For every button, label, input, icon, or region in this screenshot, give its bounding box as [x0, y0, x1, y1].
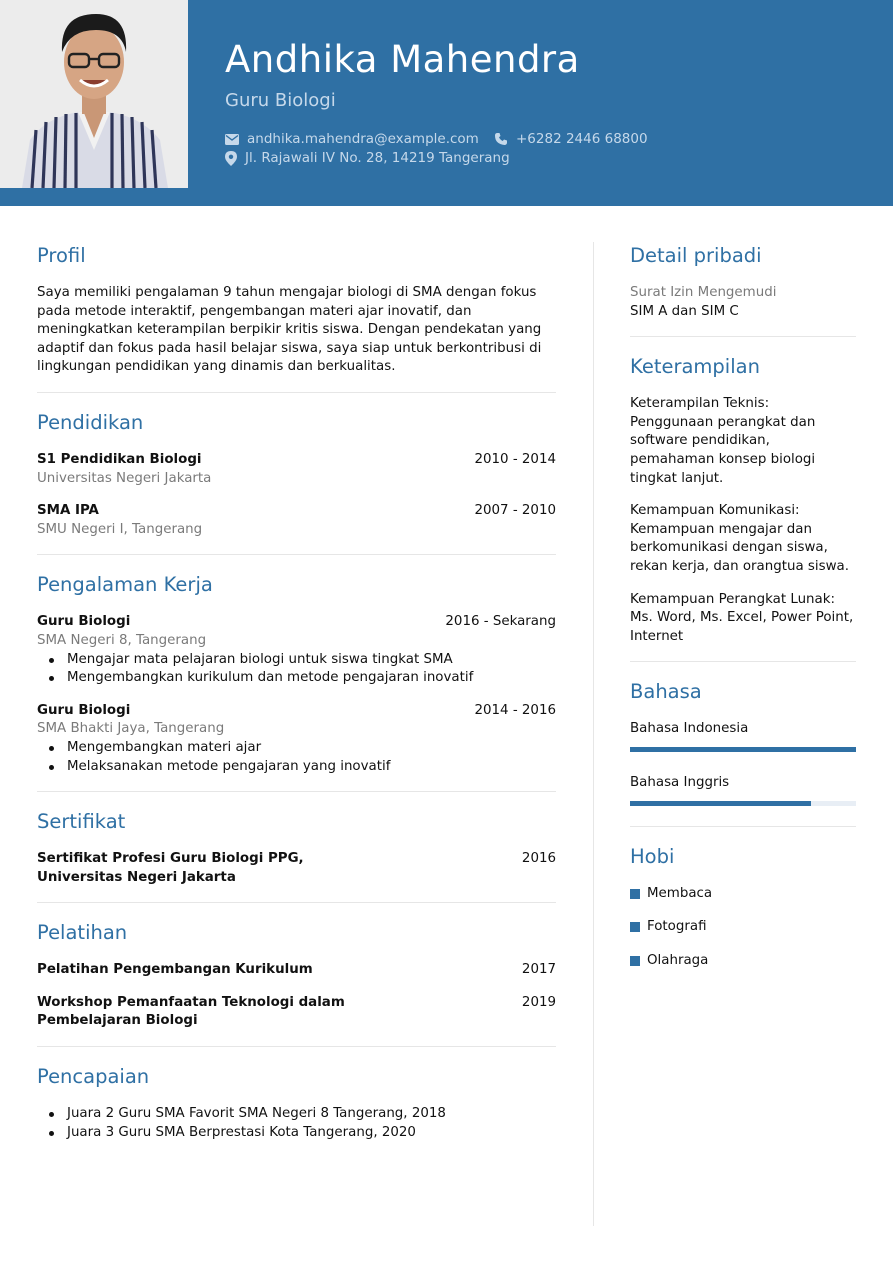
contact-email-text: andhika.mahendra@example.com: [247, 131, 479, 147]
training-year: 2019: [521, 994, 556, 1010]
job-place: SMA Bhakti Jaya, Tangerang: [37, 721, 225, 737]
section-title-pengalaman: Pengalaman Kerja: [37, 573, 213, 597]
skill-item: Kemampuan Komunikasi: Kemampuan mengajar dan berkomunikasi dengan siswa, rekan kerja, dan orangtua siswa.: [630, 503, 850, 574]
job-entry: [37, 613, 556, 687]
hobby-item: [630, 885, 856, 904]
section-keterampilan: [630, 351, 856, 646]
certificate-year: 2016: [521, 851, 556, 867]
section-title-pelatihan: Pelatihan: [37, 921, 128, 945]
hobby-label: Fotografi: [647, 919, 707, 935]
square-bullet-icon: [630, 889, 640, 899]
training-name: Workshop Pemanfaatan Teknologi dalam Pembelajaran Biologi: [37, 994, 345, 1029]
job-role: Guru Biologi: [37, 614, 131, 630]
language-entry: [630, 774, 856, 806]
training-year: 2017: [521, 962, 556, 978]
phone-icon: [494, 132, 508, 146]
job-duties: [49, 739, 556, 776]
hobby-label: Membaca: [647, 885, 713, 901]
section-pelatihan: [37, 917, 556, 1031]
achievement-item: Juara 2 Guru SMA Favorit SMA Negeri 8 Tangerang, 2018: [49, 1105, 556, 1124]
language-name: Bahasa Indonesia: [630, 721, 749, 737]
job-years: 2016 - Sekarang: [445, 614, 556, 630]
section-title-hobi: Hobi: [630, 844, 675, 868]
section-divider: [630, 336, 856, 337]
education-years: 2010 - 2014: [474, 451, 556, 467]
hobby-item: [630, 918, 856, 937]
section-pengalaman: [37, 569, 556, 776]
candidate-name: Andhika Mahendra: [225, 38, 580, 81]
section-divider: [630, 661, 856, 662]
section-title-pencapaian: Pencapaian: [37, 1065, 150, 1089]
education-entry: [37, 451, 556, 488]
square-bullet-icon: [630, 922, 640, 932]
skill-item: Keterampilan Teknis: Penggunaan perangkat dan software pendidikan, pemahaman konsep biologi tingkat lanjut.: [630, 396, 816, 486]
job-duties: [49, 651, 556, 688]
section-title-sertifikat: Sertifikat: [37, 810, 126, 834]
certificate-entry: [37, 850, 556, 887]
training-name: Pelatihan Pengembangan Kurikulum: [37, 962, 313, 978]
job-entry: [37, 702, 556, 776]
achievement-item: Juara 3 Guru SMA Berprestasi Kota Tangerang, 2020: [49, 1124, 556, 1143]
section-divider: [37, 791, 556, 792]
section-divider: [37, 1046, 556, 1047]
language-entry: [630, 720, 856, 752]
profil-text: Saya memiliki pengalaman 9 tahun mengajar biologi di SMA dengan fokus pada metode interaktif, pengembangan materi ajar inovatif, dan meningkatkan keterampilan berpikir kritis siswa. Dengan pendekatan yang adaptif dan fokus pada hasil belajar siswa, saya siap untuk berkontribusi di lingkungan pendidikan yang dinamis dan berkualitas.: [37, 285, 542, 375]
training-entry: [37, 961, 556, 980]
section-pencapaian: [37, 1061, 556, 1142]
contact-address: [225, 150, 510, 166]
language-level-bar: [630, 747, 856, 752]
section-title-profil: Profil: [37, 244, 86, 267]
job-duty-item: Mengembangkan materi ajar: [49, 739, 556, 758]
envelope-icon: [225, 134, 239, 145]
profile-photo: [0, 0, 188, 188]
section-divider: [37, 554, 556, 555]
job-duty-item: Melaksanakan metode pengajaran yang inovatif: [49, 758, 556, 777]
main-column: [37, 240, 556, 1142]
achievement-list: [49, 1105, 556, 1142]
section-sertifikat: [37, 806, 556, 887]
section-divider: [37, 902, 556, 903]
contact-phone[interactable]: [494, 131, 648, 147]
education-school: SMU Negeri I, Tangerang: [37, 521, 203, 537]
section-detail-pribadi: [630, 240, 856, 321]
section-title-bahasa: Bahasa: [630, 680, 702, 704]
hobby-label: Olahraga: [647, 952, 709, 968]
language-name: Bahasa Inggris: [630, 774, 730, 790]
sidebar-column: [630, 240, 856, 970]
training-entry: [37, 994, 556, 1031]
education-school: Universitas Negeri Jakarta: [37, 470, 212, 486]
contact-address-text: Jl. Rajawali IV No. 28, 14219 Tangerang: [245, 150, 510, 166]
candidate-job-title: Guru Biologi: [225, 90, 336, 111]
section-profil: [37, 240, 556, 377]
section-title-keterampilan: Keterampilan: [630, 355, 760, 379]
job-years: 2014 - 2016: [474, 702, 556, 718]
language-level-bar: [630, 801, 856, 806]
contact-email[interactable]: [225, 131, 479, 147]
section-title-detail: Detail pribadi: [630, 244, 762, 267]
hobby-item: [630, 952, 856, 971]
column-divider: [593, 242, 594, 1226]
certificate-name: Sertifikat Profesi Guru Biologi PPG, Universitas Negeri Jakarta: [37, 851, 304, 885]
section-pendidikan: [37, 407, 556, 539]
location-pin-icon: [225, 151, 237, 166]
job-duty-item: Mengajar mata pelajaran biologi untuk siswa tingkat SMA: [49, 651, 556, 670]
language-level-fill: [630, 801, 811, 806]
detail-label: Surat Izin Mengemudi: [630, 285, 777, 300]
resume-header: [0, 0, 893, 206]
job-role: Guru Biologi: [37, 702, 131, 718]
education-entry: [37, 502, 556, 539]
section-divider: [630, 826, 856, 827]
education-years: 2007 - 2010: [474, 503, 556, 519]
detail-value: SIM A dan SIM C: [630, 303, 739, 319]
section-bahasa: [630, 676, 856, 805]
language-level-fill: [630, 747, 856, 752]
education-degree: S1 Pendidikan Biologi: [37, 451, 202, 467]
square-bullet-icon: [630, 956, 640, 966]
section-title-pendidikan: Pendidikan: [37, 410, 144, 434]
profile-photo-illustration: [0, 0, 188, 188]
skill-item: Kemampuan Perangkat Lunak: Ms. Word, Ms. Excel, Power Point, Internet: [630, 591, 854, 644]
section-hobi: [630, 841, 856, 971]
job-duty-item: Mengembangkan kurikulum dan metode pengajaran inovatif: [49, 669, 556, 688]
job-place: SMA Negeri 8, Tangerang: [37, 632, 207, 648]
education-degree: SMA IPA: [37, 503, 99, 519]
section-divider: [37, 392, 556, 393]
contact-phone-text: +6282 2446 68800: [516, 131, 648, 147]
